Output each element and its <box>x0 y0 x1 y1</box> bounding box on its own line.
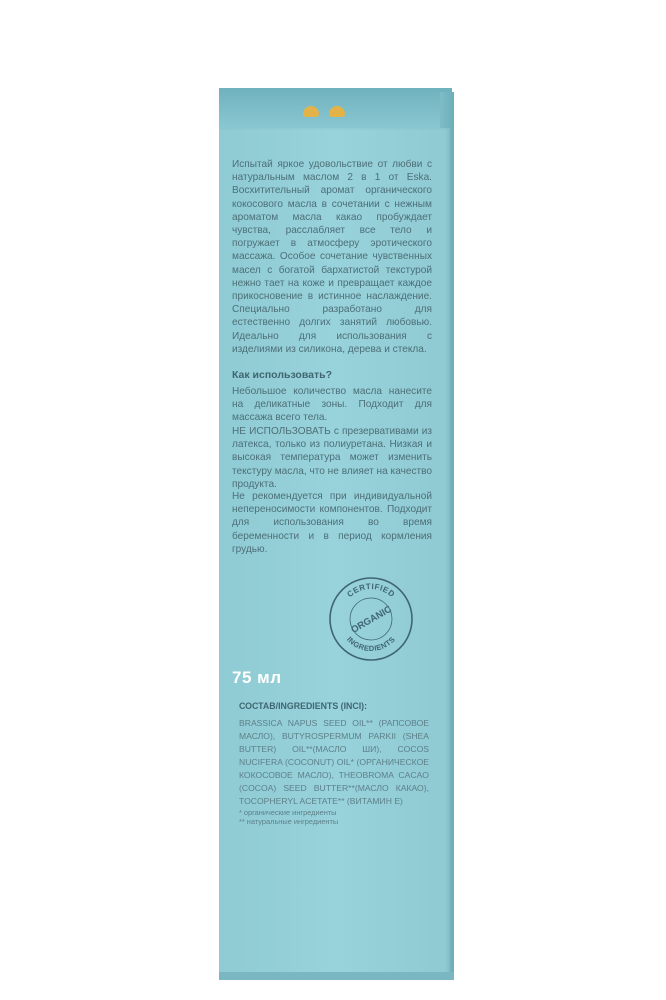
note-organic: * органические ингредиенты <box>239 808 337 817</box>
note-natural: ** натуральные ингредиенты <box>239 817 339 826</box>
dot-right <box>329 106 345 117</box>
svg-text:CERTIFIED <box>345 582 396 599</box>
usage-heading: Как использовать? <box>232 369 333 381</box>
warning-paragraph: НЕ ИСПОЛЬЗОВАТЬ с презервативами из латекса, только из полиуретана. Низкая и высокая температура может изменить текстуру масла, что не влияет на качество продукта. <box>232 426 432 490</box>
ingredients-list: BRASSICA NAPUS SEED OIL** (РАПСОВОЕ МАСЛО), BUTYROSPERMUM PARKII (SHEA BUTTER) OIL**(МАСЛО ШИ), COCOS NUCIFERA (COCONUT) OIL* (ОРГАНИЧЕСКОЕ КОКОСОВОЕ МАСЛО), THEOBROMA CACAO (COCOA) SEED BUTTER**(МАСЛО КАКАО), TOCOPHERYL ACETATE** (ВИТАМИН Е) <box>239 718 429 806</box>
dot-left <box>303 106 319 117</box>
certified-organic-stamp <box>327 575 415 663</box>
svg-text:INGREDIENTS <box>345 635 397 653</box>
stamp-bottom-text: INGREDIENTS <box>344 634 397 654</box>
stamp-top-text: CERTIFIED <box>345 581 397 600</box>
brand-dots <box>303 106 353 120</box>
box-bottom-edge <box>219 972 454 980</box>
recommendation-paragraph: Не рекомендуется при индивидуальной непереносимости компонентов. Подходит для использования во время беременности и в период кормления грудью. <box>232 491 432 555</box>
intro-paragraph: Испытай яркое удовольствие от любви с натуральным маслом 2 в 1 от Eska. Восхитительный аромат органического кокосового масла в сочетании с нежным ароматом масла какао пробуждает чувства, расслабляет все тело и погружает в атмосферу эротического массажа. Особое сочетание чувственных масел с богатой бархатистой текстурой нежно тает на коже и превращает каждое прикосновение в истинное наслаждение. Специально разработано для естественно долгих занятий любовью. Идеально для использования с изделиями из силикона, дерева и стекла. <box>232 159 432 355</box>
stamp-middle-text: ORGANIC <box>349 603 394 636</box>
volume-label: 75 мл <box>232 668 282 687</box>
usage-paragraph: Небольшое количество масла нанесите на деликатные зоны. Подходит для массажа всего тела. <box>232 386 432 424</box>
ingredients-title: СОСТАВ/INGREDIENTS (INCI): <box>239 701 368 711</box>
ingredient-notes <box>239 808 338 826</box>
